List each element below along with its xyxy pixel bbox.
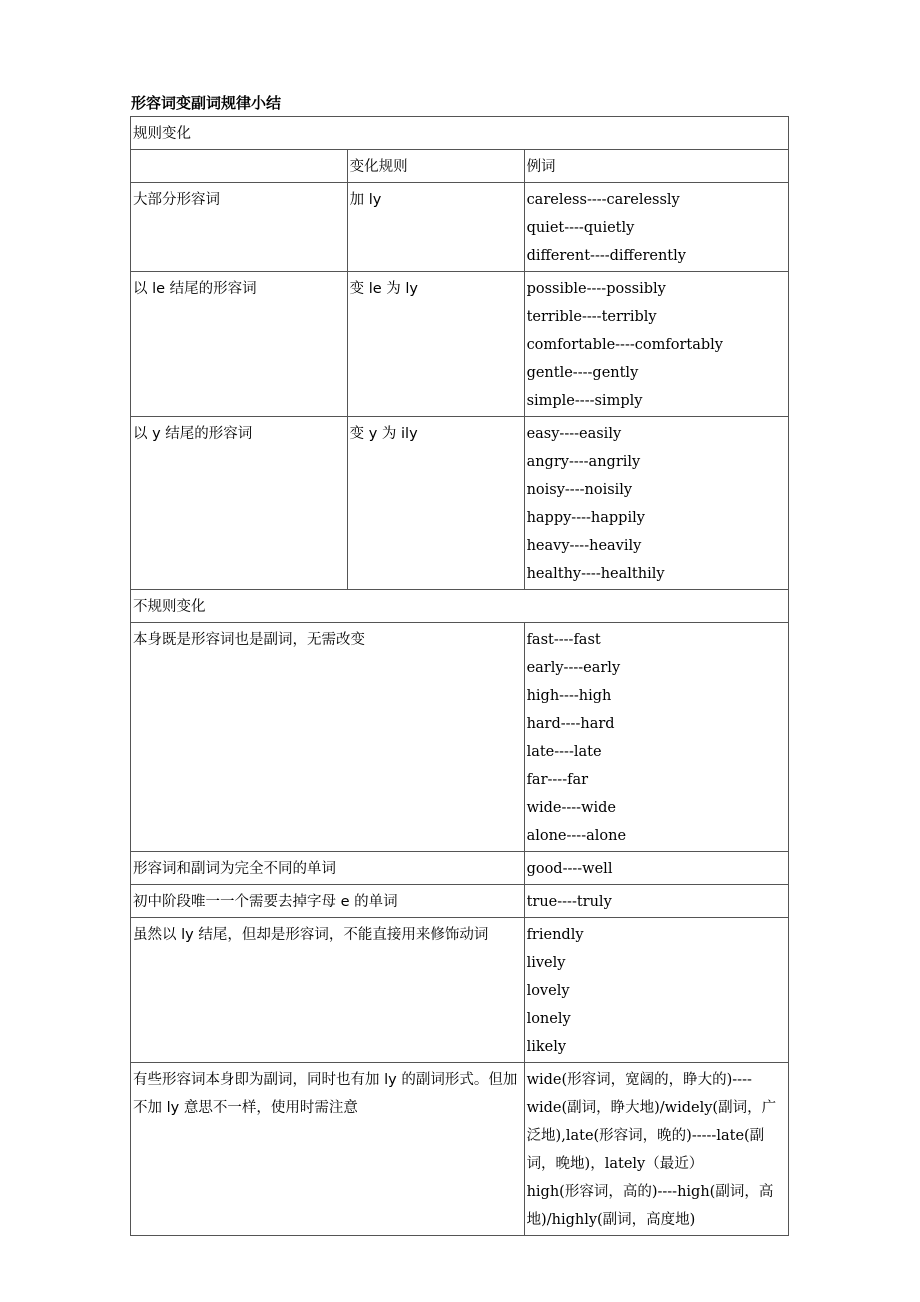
example-item: likely — [526, 1039, 567, 1055]
adjective-adverb-table — [130, 116, 789, 1236]
header-rule: 变化规则 — [347, 150, 524, 183]
irregular-description: 有些形容词本身即为副词，同时也有加 ly 的副词形式。但加不加 ly 意思不一样，使用时需注意 — [131, 1063, 525, 1236]
examples-cell — [524, 1063, 788, 1236]
examples-cell — [524, 852, 788, 885]
table-row — [131, 918, 789, 1063]
example-item: good----well — [526, 861, 613, 877]
examples-cell — [524, 183, 788, 272]
example-item: high(形容词，高的)----high(副词，高地)/highly(副词，高度地) — [526, 1184, 774, 1228]
example-item: late----late — [526, 744, 602, 760]
example-item: easy----easily — [526, 426, 622, 442]
examples-cell — [524, 417, 788, 590]
table-row — [131, 885, 789, 918]
examples-cell — [524, 623, 788, 852]
example-item: alone----alone — [526, 828, 627, 844]
change-rule: 变 le 为 ly — [347, 272, 524, 417]
example-item: gentle----gently — [526, 365, 639, 381]
example-item: fast----fast — [526, 632, 601, 648]
table-row — [131, 623, 789, 852]
change-rule: 加 ly — [347, 183, 524, 272]
example-item: different----differently — [526, 248, 686, 264]
example-item: hard----hard — [526, 716, 615, 732]
example-item: lonely — [526, 1011, 571, 1027]
adjective-type: 以 le 结尾的形容词 — [131, 272, 348, 417]
irregular-description: 本身既是形容词也是副词，无需改变 — [131, 623, 525, 852]
example-item: far----far — [526, 772, 589, 788]
example-item: lovely — [526, 983, 570, 999]
example-item: friendly — [526, 927, 584, 943]
adjective-type: 以 y 结尾的形容词 — [131, 417, 348, 590]
example-item: terrible----terribly — [526, 309, 657, 325]
irregular-description: 形容词和副词为完全不同的单词 — [131, 852, 525, 885]
regular-section-label: 规则变化 — [131, 117, 789, 150]
header-row — [131, 150, 789, 183]
header-examples: 例词 — [524, 150, 788, 183]
example-item: happy----happily — [526, 510, 645, 526]
examples-cell — [524, 885, 788, 918]
examples-cell — [524, 272, 788, 417]
adjective-type: 大部分形容词 — [131, 183, 348, 272]
change-rule: 变 y 为 ily — [347, 417, 524, 590]
table-row — [131, 852, 789, 885]
example-item: early----early — [526, 660, 621, 676]
example-item: true----truly — [526, 894, 612, 910]
header-empty-cell — [131, 150, 348, 183]
table-row — [131, 1063, 789, 1236]
table-row — [131, 183, 789, 272]
irregular-description: 初中阶段唯一一个需要去掉字母 e 的单词 — [131, 885, 525, 918]
example-item: healthy----healthily — [526, 566, 665, 582]
example-item: angry----angrily — [526, 454, 641, 470]
example-item: simple----simply — [526, 393, 643, 409]
examples-cell — [524, 918, 788, 1063]
example-item: heavy----heavily — [526, 538, 642, 554]
table-row — [131, 417, 789, 590]
irregular-section-row — [131, 590, 789, 623]
example-item: noisy----noisily — [526, 482, 633, 498]
example-item: wide(形容词，宽阔的，睁大的)----wide(副词，睁大地)/widely(副词，广泛地),late(形容词，晚的)-----late(副词，晚地)，lately（最近） — [526, 1072, 777, 1172]
example-item: high----high — [526, 688, 612, 704]
example-item: quiet----quietly — [526, 220, 635, 236]
example-item: wide----wide — [526, 800, 616, 816]
irregular-description: 虽然以 ly 结尾，但却是形容词，不能直接用来修饰动词 — [131, 918, 525, 1063]
example-item: careless----carelessly — [526, 192, 680, 208]
example-item: possible----possibly — [526, 281, 666, 297]
irregular-section-label: 不规则变化 — [131, 590, 789, 623]
example-item: lively — [526, 955, 566, 971]
example-item: comfortable----comfortably — [526, 337, 723, 353]
table-row — [131, 272, 789, 417]
page-title: 形容词变副词规律小结 — [131, 94, 282, 112]
regular-section-row — [131, 117, 789, 150]
